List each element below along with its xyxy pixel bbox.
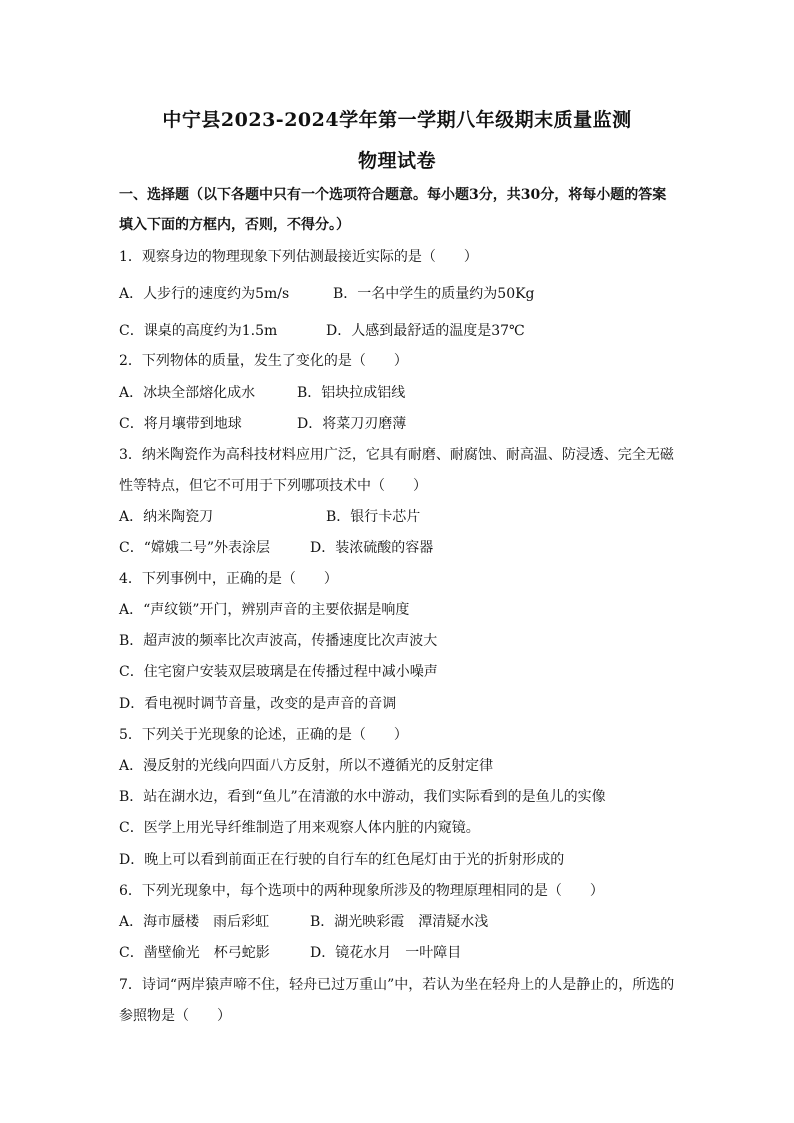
- question-1-stem: 1．观察身边的物理现象下列估测最接近实际的是（ ）: [119, 249, 478, 265]
- question-3-option-c: C．“嫦娥二号”外表涂层: [119, 540, 271, 556]
- question-4-option-b: B．超声波的频率比次声波高，传播速度比次声波大: [119, 633, 438, 649]
- question-3-option-a: A．纳米陶瓷刀: [119, 509, 214, 525]
- question-2-stem: 2．下列物体的质量，发生了变化的是（ ）: [119, 353, 408, 369]
- question-7-stem-line2: 参照物是（ ）: [119, 1008, 231, 1024]
- question-5-option-d: D．晚上可以看到前面正在行驶的自行车的红色尾灯由于光的折射形成的: [119, 852, 565, 868]
- question-1-option-b: B．一名中学生的质量约为50Kg: [333, 286, 535, 302]
- section-intro-line2: 填入下面的方框内，否则，不得分。）: [119, 217, 350, 233]
- question-6-option-a: A．海市蜃楼 雨后彩虹: [119, 914, 270, 930]
- question-2-option-d: D．将菜刀刃磨薄: [297, 416, 407, 432]
- question-1-option-c: C．课桌的高度约为1.5m: [119, 323, 278, 339]
- question-5-option-c: C．医学上用光导纤维制造了用来观察人体内脏的内窥镜。: [119, 820, 480, 836]
- question-3-stem-line1: 3．纳米陶瓷作为高科技材料应用广泛，它具有耐磨、耐腐蚀、耐高温、防浸透、完全无磁: [119, 447, 674, 463]
- question-2-option-c: C．将月壤带到地球: [119, 416, 242, 432]
- question-1-row-cd: [119, 321, 525, 341]
- question-1-option-d: D．人感到最舒适的温度是37℃: [326, 323, 525, 339]
- question-2-row-ab: [119, 383, 406, 403]
- page-subtitle: 物理试卷: [357, 150, 436, 172]
- question-3-row-ab: [119, 507, 421, 527]
- question-2-row-cd: [119, 414, 407, 434]
- question-3-option-d: D．装浓硫酸的容器: [310, 540, 434, 556]
- question-5-stem: 5．下列关于光现象的论述，正确的是（ ）: [119, 727, 408, 743]
- question-1-row-ab: [119, 284, 535, 304]
- question-3-option-b: B．银行卡芯片: [326, 509, 421, 525]
- question-6-row-ab: [119, 912, 489, 932]
- question-2-option-a: A．冰块全部熔化成水: [119, 385, 256, 401]
- question-6-option-d: D．镜花水月 一叶障目: [310, 945, 462, 961]
- question-6-option-b: B．湖光映彩霞 潭清疑水浅: [310, 914, 489, 930]
- question-7-stem-line1: 7．诗词“两岸猿声啼不住，轻舟已过万重山”中，若认为坐在轻舟上的人是静止的，所选的: [119, 977, 675, 993]
- question-6-stem: 6．下列光现象中，每个选项中的两种现象所涉及的物理原理相同的是（ ）: [119, 883, 604, 899]
- question-4-option-c: C．住宅窗户安装双层玻璃是在传播过程中减小噪声: [119, 664, 438, 680]
- question-5-option-b: B．站在湖水边，看到“鱼儿”在清澈的水中游动，我们实际看到的是鱼儿的实像: [119, 789, 606, 805]
- question-4-option-a: A．“声纹锁”开门，辨别声音的主要依据是响度: [119, 602, 410, 618]
- page-title: 中宁县2023-2024学年第一学期八年级期末质量监测: [162, 109, 632, 131]
- section-intro-line1: 一、选择题（以下各题中只有一个选项符合题意。每小题3分，共30分，将每小题的答案: [119, 187, 667, 203]
- question-5-option-a: A．漫反射的光线向四面八方反射，所以不遵循光的反射定律: [119, 758, 494, 774]
- question-4-stem: 4．下列事例中，正确的是（ ）: [119, 571, 338, 587]
- question-3-row-cd: [119, 538, 434, 558]
- question-4-option-d: D．看电视时调节音量，改变的是声音的音调: [119, 696, 397, 712]
- question-1-option-a: A．人步行的速度约为5m/s: [119, 286, 290, 302]
- question-3-stem-line2: 性等特点，但它不可用于下列哪项技术中（ ）: [119, 478, 427, 494]
- question-2-option-b: B．铝块拉成铝线: [297, 385, 406, 401]
- question-6-row-cd: [119, 943, 462, 963]
- question-6-option-c: C．凿壁偷光 杯弓蛇影: [119, 945, 270, 961]
